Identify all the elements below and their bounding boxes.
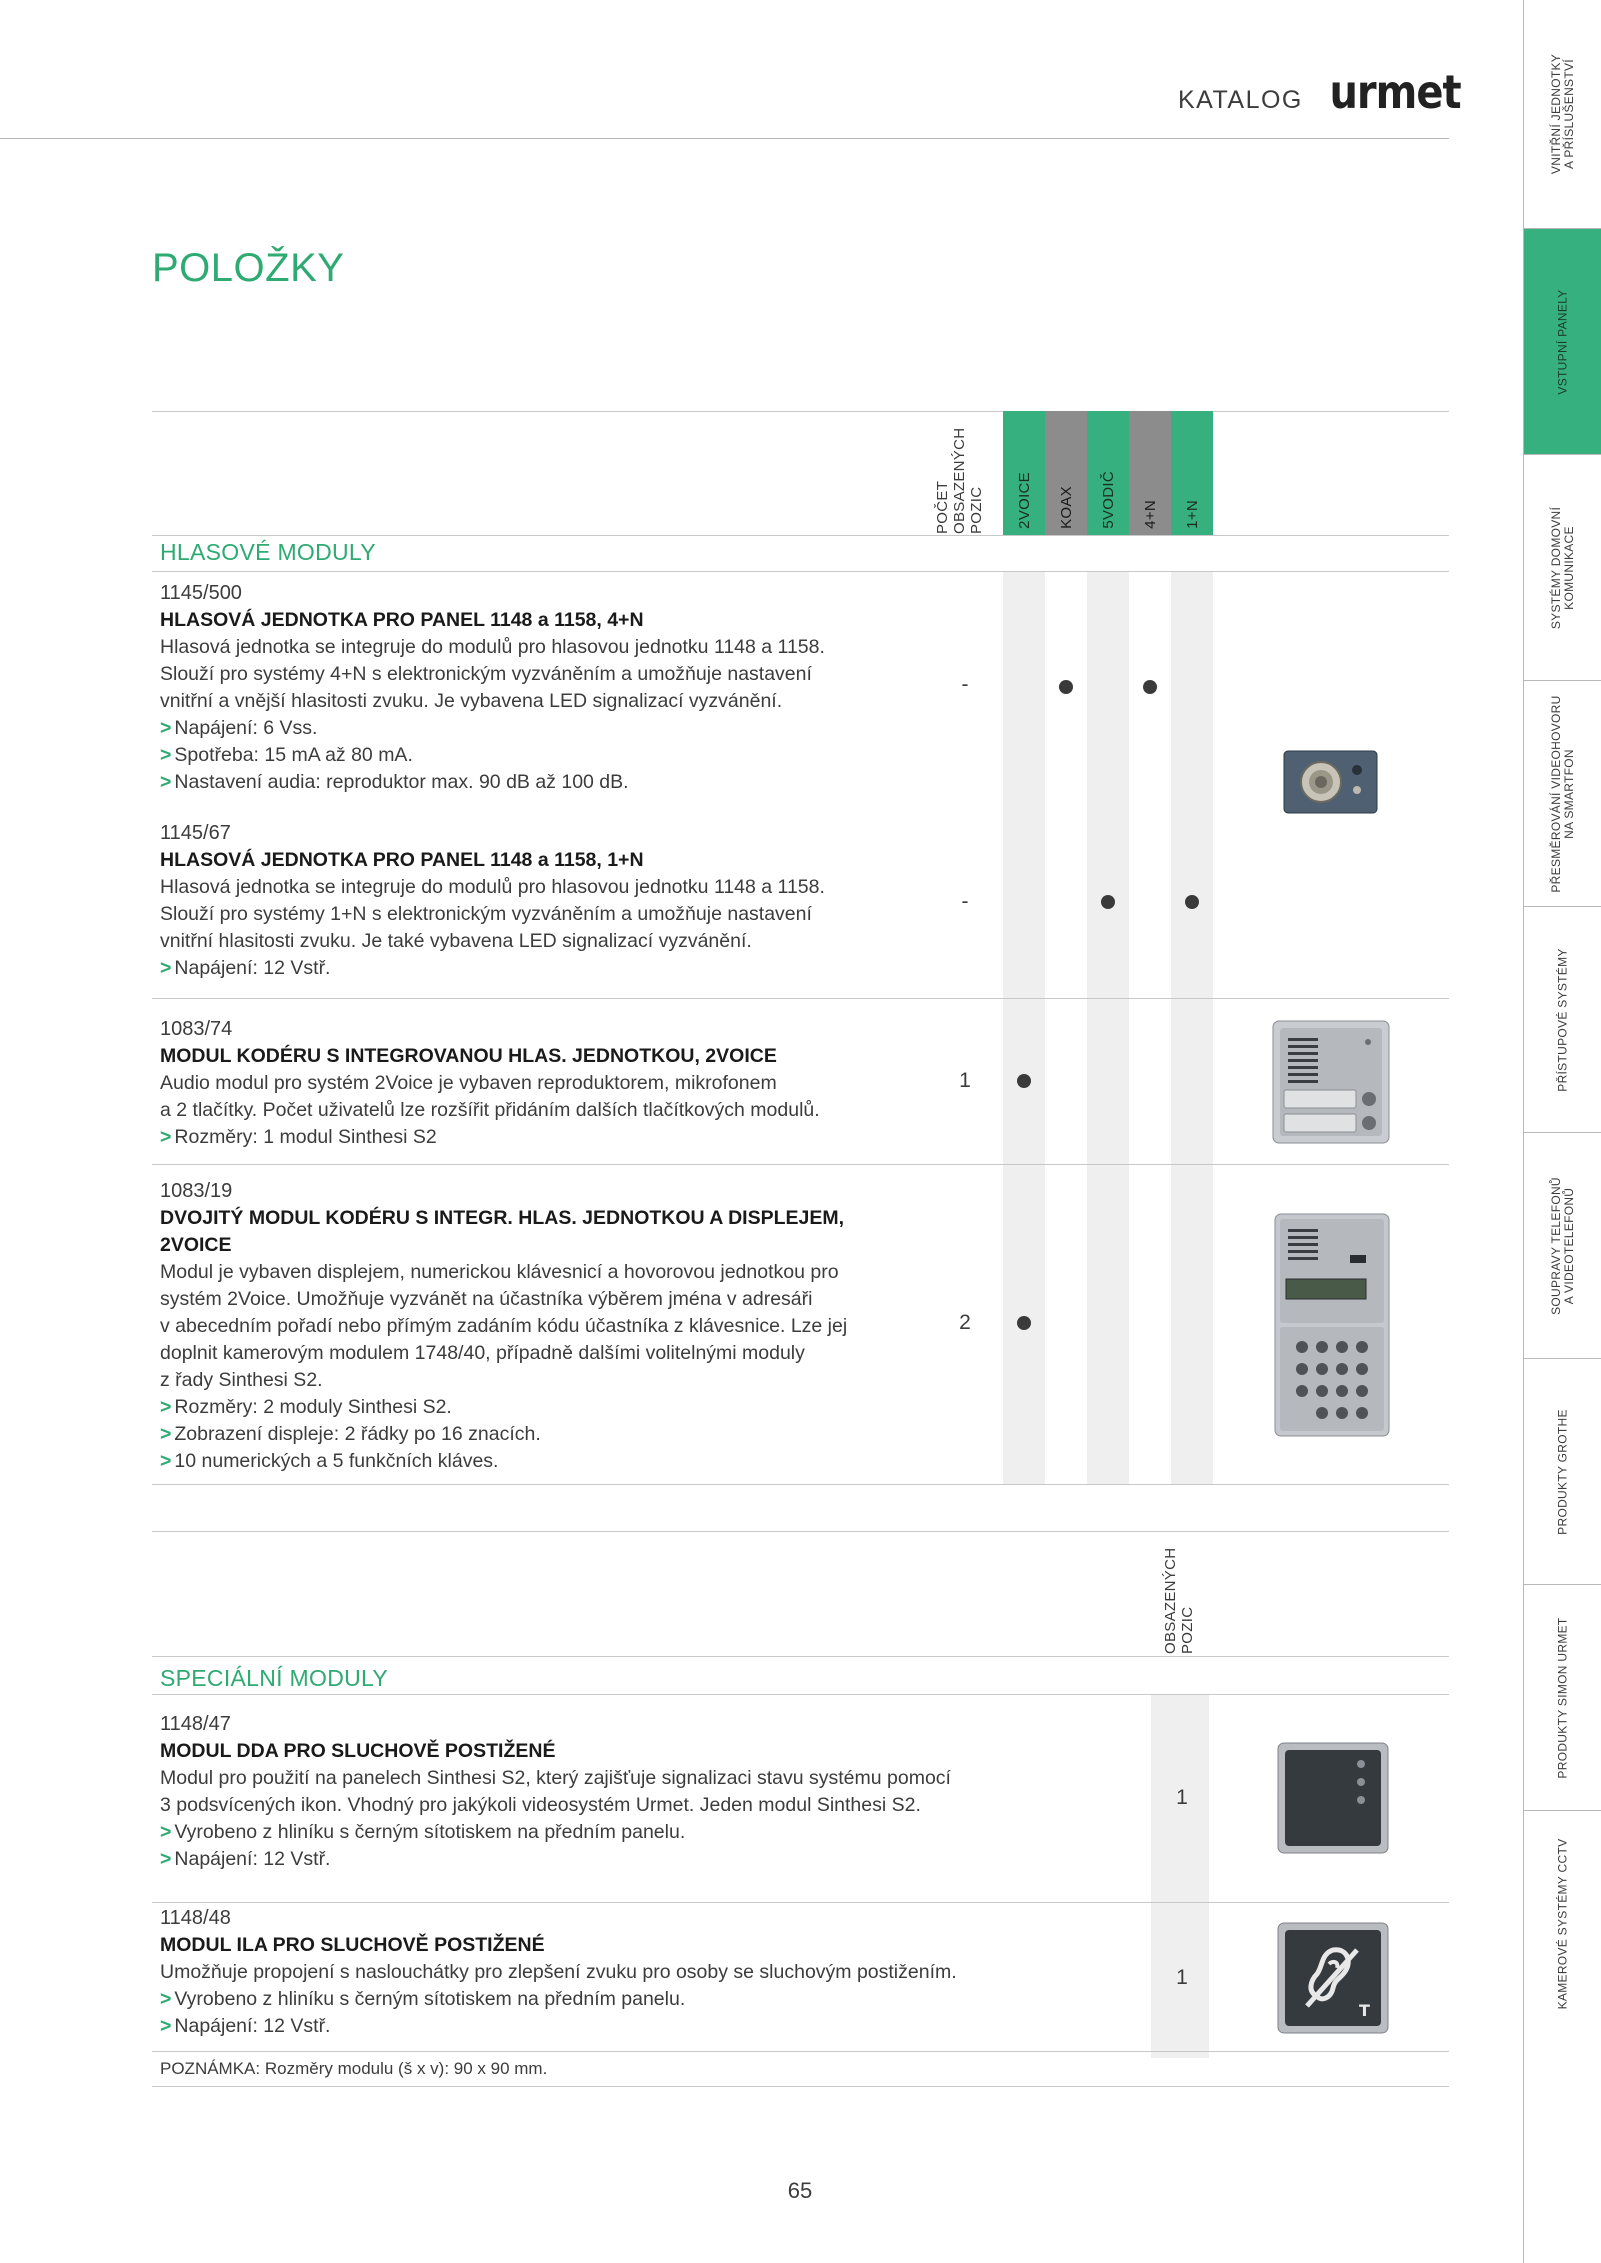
column-header-1n [1171,411,1213,535]
column-bg-5vodic [1087,572,1129,1484]
spec-bullet: > Zobrazení displeje: 2 řádky po 16 znacích. [160,1423,541,1445]
sidebar-item-entrance-panels[interactable] [1524,229,1601,455]
footnote: POZNÁMKA: Rozměry modulu (š x v): 90 x 90 mm. [160,2059,548,2078]
table2-top-line [152,1531,1449,1532]
sidebar-item-label: A PŘÍSLUŠENSTVÍ [1561,59,1576,169]
section-line [152,1694,1449,1695]
sidebar-item-label: KOMUNIKACE [1561,525,1576,610]
row-divider [152,1164,1449,1165]
product-code: 1083/74 [160,1018,233,1040]
position-count: - [961,673,969,696]
catalog-label: KATALOG [1178,86,1303,114]
product-code: 1083/19 [160,1180,233,1202]
sidebar-item-access-systems[interactable] [1524,907,1601,1133]
urmet-logo [1329,66,1461,120]
product-description: systém 2Voice. Umožňuje vyzvánět na účastníka výběrem jména v adresáři [160,1288,813,1310]
product-description: Audio modul pro systém 2Voice je vybaven reproduktorem, mikrofonem [160,1072,777,1094]
product-description: 3 podsvícených ikon. Vhodný pro jakýkoli videosystém Urmet. Jeden modul Sinthesi S2. [160,1794,921,1816]
compat-dot-2voice [1017,1074,1031,1088]
table-row [160,1016,940,1151]
sidebar-item-call-forwarding[interactable] [1524,681,1601,907]
spec-bullet: > Rozměry: 2 moduly Sinthesi S2. [160,1396,452,1418]
count-header: POČET OBSAZENÝCH POZIC [934,427,985,534]
product-description: Hlasová jednotka se integruje do modulů pro hlasovou jednotku 1148 a 1158. [160,636,825,658]
product-name: MODUL DDA PRO SLUCHOVĚ POSTIŽENÉ [160,1740,556,1762]
product-code: 1145/67 [160,822,231,844]
position-count: 1 [1176,1966,1188,1989]
column-header-koax [1045,411,1087,535]
product-name: 2VOICE [160,1234,232,1256]
count-header: OBSAZENÝCH POZIC [1162,1547,1196,1654]
spec-bullet: > Spotřeba: 15 mA až 80 mA. [160,744,413,766]
spec-bullet: > Napájení: 6 Vss. [160,717,318,739]
sidebar-item-label: SOUPRAVY TELEFONŮ [1548,1176,1563,1315]
product-description: Hlasová jednotka se integruje do modulů pro hlasovou jednotku 1148 a 1158. [160,876,825,898]
table-row [160,1711,1060,1873]
svg-text:urmet: urmet [1329,66,1461,120]
sidebar [1523,0,1600,2263]
column-label: KOAX [1058,486,1075,529]
compat-dot-2voice [1017,1316,1031,1330]
spec-bullet: > Rozměry: 1 modul Sinthesi S2 [160,1126,437,1148]
header-divider [0,138,1449,139]
sidebar-item-label: KAMEROVÉ SYSTÉMY CCTV [1555,1838,1569,2010]
spec-bullet: > Nastavení audia: reproduktor max. 90 dB až 100 dB. [160,771,629,793]
spec-bullet: > Vyrobeno z hliníku s černým sítotiskem na předním panelu. [160,1988,686,2010]
table-bottom-line [152,1484,1449,1485]
header-bottom-line [152,1656,1449,1657]
position-count: 1 [1176,1786,1188,1809]
table-top-line [152,411,1449,412]
page-title: POLOŽKY [152,246,345,290]
product-name: DVOJITÝ MODUL KODÉRU S INTEGR. HLAS. JEDNOTKOU A DISPLEJEM, [160,1207,845,1229]
sidebar-item-label: A VIDEOTELEFONŮ [1561,1187,1576,1304]
row-divider [152,1902,1449,1903]
position-count: 1 [959,1069,971,1092]
product-code: 1145/500 [160,582,242,604]
product-description: Modul je vybaven displejem, numerickou klávesnicí a hovorovou jednotkou pro [160,1261,839,1283]
column-label: 4+N [1142,500,1159,529]
table-row [160,1178,940,1475]
sidebar-item-phone-kits[interactable] [1524,1133,1601,1359]
sidebar-item-simon-urmet[interactable] [1524,1585,1601,1811]
column-bg-2voice [1003,572,1045,1484]
header-bottom-line [152,535,1449,536]
page-number: 65 [787,2178,813,2203]
section-title-special-modules: SPECIÁLNÍ MODULY [160,1665,389,1691]
sidebar-item-label: VSTUPNÍ PANELY [1555,288,1569,395]
column-header-4n [1129,411,1171,535]
row-divider [152,998,1449,999]
dda-module-image [1277,1742,1389,1854]
column-bg-positions [1151,1694,1209,2058]
column-header-5vodic [1087,411,1129,535]
product-description: Slouží pro systémy 4+N s elektronickým vyzváněním a umožňuje nastavení [160,663,812,685]
column-label: 1+N [1184,500,1201,529]
product-description: z řady Sinthesi S2. [160,1369,323,1391]
product-description: v abecedním pořadí nebo přímým zadáním kódu účastníka z klávesnice. Lze jej [160,1315,848,1337]
product-description: Modul pro použití na panelech Sinthesi S2, který zajišťuje signalizaci stavu systému pomocí [160,1767,951,1789]
sidebar-item-label: PRODUKTY GROTHE [1555,1408,1569,1535]
compat-dot-koax [1059,680,1073,694]
sidebar-item-cctv[interactable] [1524,1811,1601,2037]
product-description: doplnit kamerovým modulem 1748/40, případně dalšími volitelnými moduly [160,1342,805,1364]
product-name: MODUL ILA PRO SLUCHOVĚ POSTIŽENÉ [160,1934,545,1956]
sidebar-item-label: NA SMARTFON [1561,748,1576,839]
position-count: - [961,890,969,913]
spec-bullet: > Napájení: 12 Vstř. [160,1848,331,1870]
sidebar-item-grothe[interactable] [1524,1359,1601,1585]
spec-bullet: > 10 numerických a 5 funkčních kláves. [160,1450,499,1472]
sidebar-item-label: SYSTÉMY DOMOVNÍ [1548,506,1563,629]
product-code: 1148/47 [160,1713,231,1735]
spec-bullet: > Napájení: 12 Vstř. [160,957,331,979]
column-header-2voice [1003,411,1045,535]
svg-text:T: T [1359,2001,1370,2020]
table-row [160,580,940,796]
column-bg-1n [1171,572,1213,1484]
sidebar-item-intercom-systems[interactable] [1524,455,1601,681]
compat-dot-5vodic [1101,895,1115,909]
product-description: Slouží pro systémy 1+N s elektronickým vyzváněním a umožňuje nastavení [160,903,812,925]
sidebar-item-label: PŘESMĚROVÁNÍ VIDEOHOVORU [1548,694,1563,893]
product-description: a 2 tlačítky. Počet uživatelů lze rozšířit přidáním dalších tlačítkových modulů. [160,1099,820,1121]
product-description: vnitřní a vnější hlasitosti zvuku. Je vybavena LED signalizací vyzvánění. [160,690,783,712]
ila-module-image [1277,1922,1389,2034]
sidebar-item-indoor-units[interactable] [1524,0,1601,229]
section-title-voice-modules: HLASOVÉ MODULY [160,539,376,565]
product-name: HLASOVÁ JEDNOTKA PRO PANEL 1148 a 1158, 1+N [160,849,644,871]
compat-dot-1n [1185,895,1199,909]
sidebar-item-label: VNITŘNÍ JEDNOTKY [1548,53,1563,175]
spec-bullet: > Napájení: 12 Vstř. [160,2015,331,2037]
display-coder-module-image [1274,1213,1390,1437]
product-description: Umožňuje propojení s naslouchátky pro zlepšení zvuku pro osoby se sluchovým postižením. [160,1961,957,1983]
position-count: 2 [959,1311,971,1334]
table-row [160,820,940,982]
column-label: 2VOICE [1016,472,1033,529]
sidebar-item-label: PRODUKTY SIMON URMET [1555,1616,1569,1779]
sidebar-item-label: PŘÍSTUPOVÉ SYSTÉMY [1555,947,1569,1092]
coder-module-image [1272,1020,1390,1144]
column-label: 5VODIČ [1100,471,1117,529]
spec-bullet: > Vyrobeno z hliníku s černým sítotiskem na předním panelu. [160,1821,686,1843]
table-row [160,1905,1060,2040]
section-line [152,571,1449,572]
row-divider [152,2051,1449,2052]
table2-bottom-line [152,2086,1449,2087]
compat-dot-4n [1143,680,1157,694]
product-description: vnitřní hlasitosti zvuku. Je také vybavena LED signalizací vyzvánění. [160,930,752,952]
product-code: 1148/48 [160,1907,231,1929]
product-name: MODUL KODÉRU S INTEGROVANOU HLAS. JEDNOTKOU, 2VOICE [160,1045,777,1067]
voice-unit-image [1283,750,1378,814]
product-name: HLASOVÁ JEDNOTKA PRO PANEL 1148 a 1158, 4+N [160,609,644,631]
